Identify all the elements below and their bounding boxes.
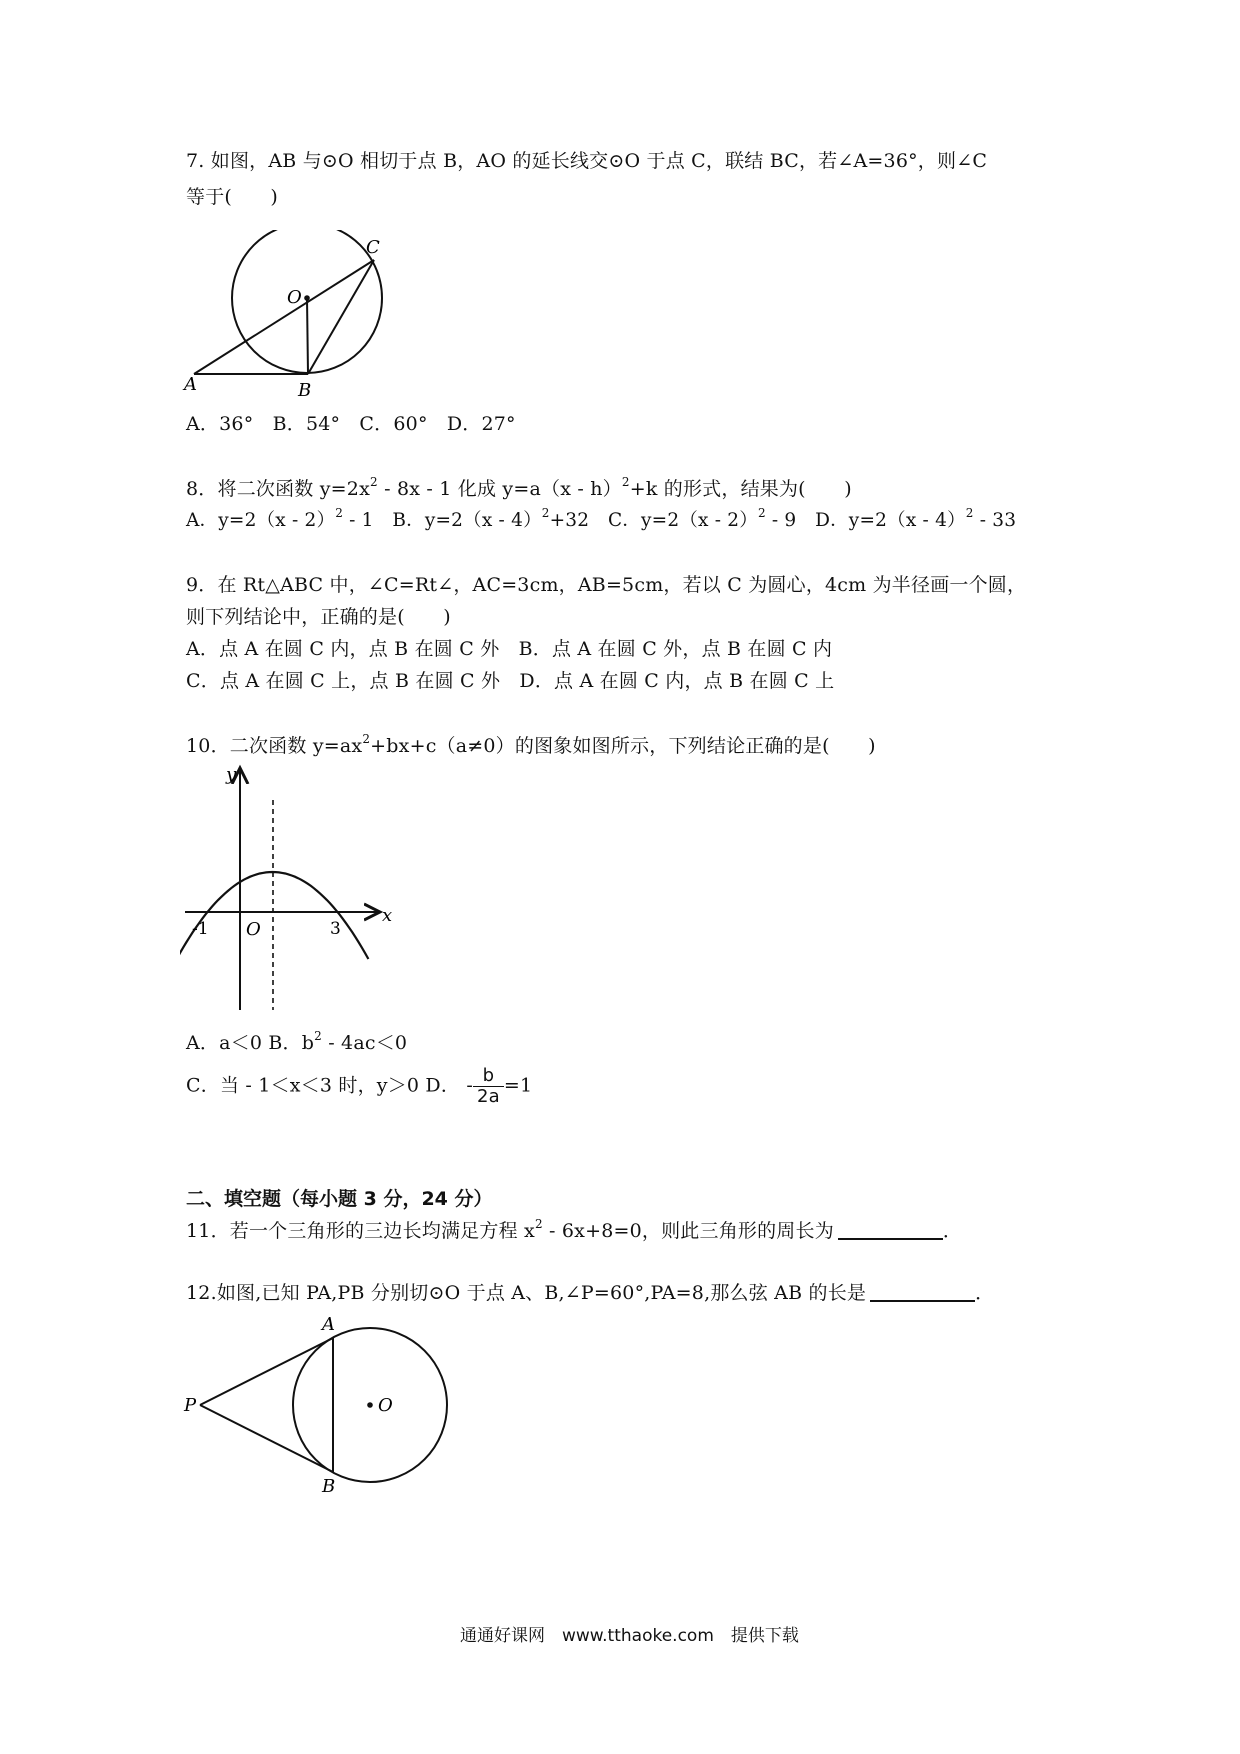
q11-answer-blank[interactable] bbox=[838, 1220, 943, 1240]
q7-line-AC bbox=[194, 260, 374, 374]
q12-line-PB bbox=[200, 1405, 333, 1472]
q7-line-OB bbox=[307, 298, 308, 374]
q7-label-C: C bbox=[366, 237, 380, 258]
q7-label-O: O bbox=[287, 287, 302, 308]
q12-label-P: P bbox=[184, 1395, 197, 1416]
q12-answer-blank[interactable] bbox=[870, 1282, 975, 1302]
q12-figure bbox=[180, 1310, 460, 1500]
q7-stem-line1: 7. 如图，AB 与⊙O 相切于点 B，AO 的延长线交⊙O 于点 C，联结 BC，若∠A=36°，则∠C bbox=[186, 150, 988, 172]
q11-stem: 11．若一个三角形的三边长均满足方程 $x^2 - 6x+8=0$，则此三角形的周长为 ． bbox=[186, 1217, 963, 1242]
q7-center-dot bbox=[304, 295, 310, 301]
q7-label-A: A bbox=[184, 374, 197, 395]
q7-line-BC bbox=[308, 260, 374, 374]
q7-options: A．36° B．54° C．60° D．27° bbox=[186, 413, 516, 435]
q9-stem-line1: 9．在 Rt△ABC 中，∠C=Rt∠，AC=3cm，AB=5cm，若以 C 为圆心，4cm 为半径画一个圆， bbox=[186, 574, 1027, 596]
q9-options-CD: C．点 A 在圆 C 上，点 B 在圆 C 外 D．点 A 在圆 C 内，点 B 在圆 C 上 bbox=[186, 670, 835, 692]
q10-figure bbox=[180, 760, 410, 1020]
q10-label-O: O bbox=[246, 919, 261, 940]
q10-options-CD: C．当 - 1＜x＜3 时，y＞0 D． - $\frac{b}{2a}$ =1 bbox=[186, 1065, 533, 1107]
q8-options: A．y=2（x - 2）$^2$ - 1 B．y=2（x - 4）$^2$+32 C．y=2（x - 2）$^2$ - 9 D．y=2（x - 4）$^2$ - 33 bbox=[186, 506, 1017, 531]
q8-stem: 8．将二次函数 $y=2x^2 - 8x - 1$ 化成 y=a（x - h）$^2$+k 的形式，结果为( ) bbox=[186, 475, 852, 500]
q7-figure bbox=[180, 230, 400, 410]
q7-stem-line2: 等于( ) bbox=[186, 186, 279, 208]
q10-options-AB: A．a＜0 B．$b^2 - 4ac<0$ bbox=[186, 1029, 408, 1054]
q10-parabola bbox=[180, 872, 368, 959]
q12-label-O: O bbox=[378, 1395, 393, 1416]
q12-center-dot bbox=[367, 1402, 373, 1408]
q10-stem: 10．二次函数 $y=ax^2+bx+c(a\ne 0)$的图象如图所示，下列结论正确的是( ) bbox=[186, 732, 876, 757]
footer-text: 通通好课网 www.tthaoke.com 提供下载 bbox=[460, 1626, 799, 1646]
q12-stem: 12.如图,已知 PA,PB 分别切⊙O 于点 A、B,∠P=60°,PA=8,那么弦 AB 的长是 ． bbox=[186, 1282, 995, 1304]
q12-line-PA bbox=[200, 1338, 333, 1405]
q12-label-B: B bbox=[322, 1476, 336, 1497]
q10-label-x: x bbox=[382, 905, 393, 926]
q9-options-AB: A．点 A 在圆 C 内，点 B 在圆 C 外 B．点 A 在圆 C 外，点 B 在圆 C 内 bbox=[186, 638, 833, 660]
q10-label-neg1: -1 bbox=[192, 919, 209, 939]
q9-stem-line2: 则下列结论中，正确的是( ) bbox=[186, 606, 451, 628]
section-title: 二、填空题（每小题 3 分，24 分） bbox=[186, 1188, 493, 1210]
q12-label-A: A bbox=[322, 1314, 335, 1335]
q10-label-3: 3 bbox=[330, 919, 341, 939]
q10-fraction: $\frac{b}{2a}$ bbox=[473, 1066, 504, 1107]
q10-label-y: y bbox=[226, 764, 237, 785]
q7-label-B: B bbox=[298, 380, 312, 401]
